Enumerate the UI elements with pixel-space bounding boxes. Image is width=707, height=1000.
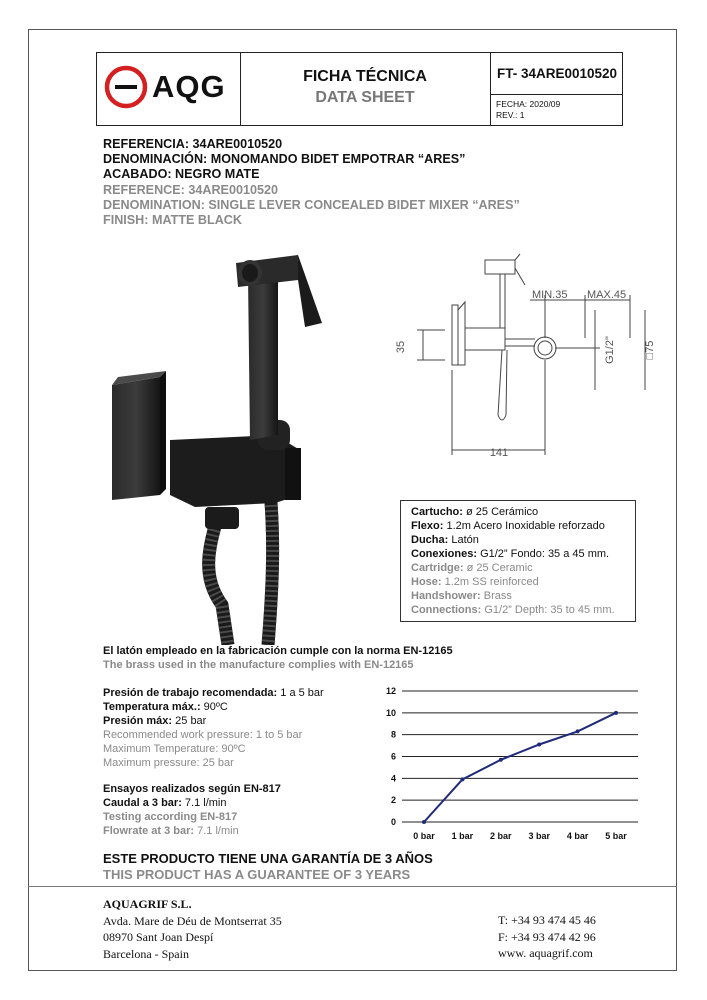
warranty-en: THIS PRODUCT HAS A GUARANTEE OF 3 YEARS <box>103 867 411 882</box>
company-name: AQUAGRIF S.L. <box>103 897 192 911</box>
spec-item: Flexo: 1.2m Acero Inoxidable reforzado <box>411 520 605 532</box>
reference-es: REFERENCIA: 34ARE0010520 DENOMINACIÓN: MONOMANDO BIDET EMPOTRAR “ARES” ACABADO: NEGRO MATE REFERENCE: 34ARE0010520 DENOMINATION: SINGLE LEVER CONCEALED BIDET MIXER “ARES” FINISH: MATTE BLACK <box>103 137 520 228</box>
footer-divider <box>28 886 677 887</box>
spec-item: Handshower: Brass <box>411 590 512 602</box>
dim-min-label: MIN.35 <box>532 289 568 301</box>
series-line <box>424 713 616 822</box>
dim-max-label: MAX.45 <box>587 289 627 301</box>
spec-item: Cartucho: ø 25 Cerámico <box>411 506 539 518</box>
product-image <box>100 245 340 645</box>
logo-ring-icon <box>103 64 149 110</box>
data-point <box>422 820 426 824</box>
spec-item: Ducha: Latón <box>411 534 479 546</box>
flow-chart <box>370 682 650 847</box>
header-block <box>96 52 623 126</box>
y-tick-label: 0 <box>390 817 396 827</box>
dim-thread-label: G1/2" <box>604 336 616 364</box>
website-link[interactable]: www. aquagrif.com <box>498 946 593 960</box>
data-point <box>537 742 541 746</box>
spec-item: Conexiones: G1/2” Fondo: 35 a 45 mm. <box>411 548 610 560</box>
pressure-block: Presión de trabajo recomendada: 1 a 5 bar Temperatura máx.: 90ºC Presión máx: 25 bar Recommended work pressure: 1 to 5 bar Maximum Temperature: 90ºC Maximum pressure: 25 bar <box>103 687 324 769</box>
y-tick-label: 2 <box>390 795 396 806</box>
spec-list <box>411 505 615 617</box>
dim-35-label: 35 <box>395 340 407 354</box>
y-tick-label: 4 <box>390 773 396 784</box>
brass-note: El latón empleado en la fabricación cumple con la norma EN-12165 The brass used in the manufacture complies with EN-12165 <box>103 645 453 671</box>
data-point <box>614 711 618 715</box>
x-tick-label: 3 bar <box>528 831 550 841</box>
fax: F: +34 93 474 42 96 <box>498 929 596 944</box>
x-tick-label: 1 bar <box>451 831 474 841</box>
technical-drawing <box>395 250 670 465</box>
document-code: FT- 34ARE0010520 <box>497 66 618 81</box>
footer-address: AQUAGRIF S.L. Avda. Mare de Déu de Montserrat 35 08970 Sant Joan Despí Barcelona - Spain <box>103 897 282 961</box>
footer-contact <box>498 912 596 962</box>
warranty-es: ESTE PRODUCTO TIENE UNA GARANTÍA DE 3 AÑOS <box>103 851 433 866</box>
dim-75-label: □75 <box>644 340 656 360</box>
doc-revision: REV.: 1 <box>496 110 525 120</box>
phone: T: +34 93 474 45 46 <box>498 913 596 927</box>
y-tick-label: 8 <box>390 729 396 740</box>
x-tick-label: 5 bar <box>605 831 627 841</box>
tests-block: Ensayos realizados según EN-817 Caudal a 3 bar: 7.1 l/min Testing according EN-817 Flowrate at 3 bar: 7.1 l/min <box>103 783 281 837</box>
spec-item: Hose: 1.2m SS reinforced <box>411 576 539 588</box>
data-point <box>499 758 503 762</box>
x-tick-label: 0 bar <box>413 831 435 841</box>
data-point <box>576 729 580 733</box>
doc-date: FECHA: 2020/09 <box>496 99 561 109</box>
x-tick-label: 2 bar <box>490 831 512 841</box>
y-tick-label: 12 <box>385 686 396 696</box>
dim-141-label: 141 <box>489 447 509 459</box>
y-tick-label: 6 <box>390 751 396 762</box>
spec-item: Cartridge: ø 25 Ceramic <box>411 562 533 574</box>
x-tick-label: 4 bar <box>566 831 589 841</box>
spec-item: Connections: G1/2” Depth: 35 to 45 mm. <box>411 604 615 616</box>
y-tick-label: 10 <box>385 707 396 718</box>
data-point <box>460 777 464 781</box>
title-en: DATA SHEET <box>315 89 415 106</box>
title-es: FICHA TÉCNICA <box>303 68 427 85</box>
logo-text: AQG <box>152 69 226 104</box>
